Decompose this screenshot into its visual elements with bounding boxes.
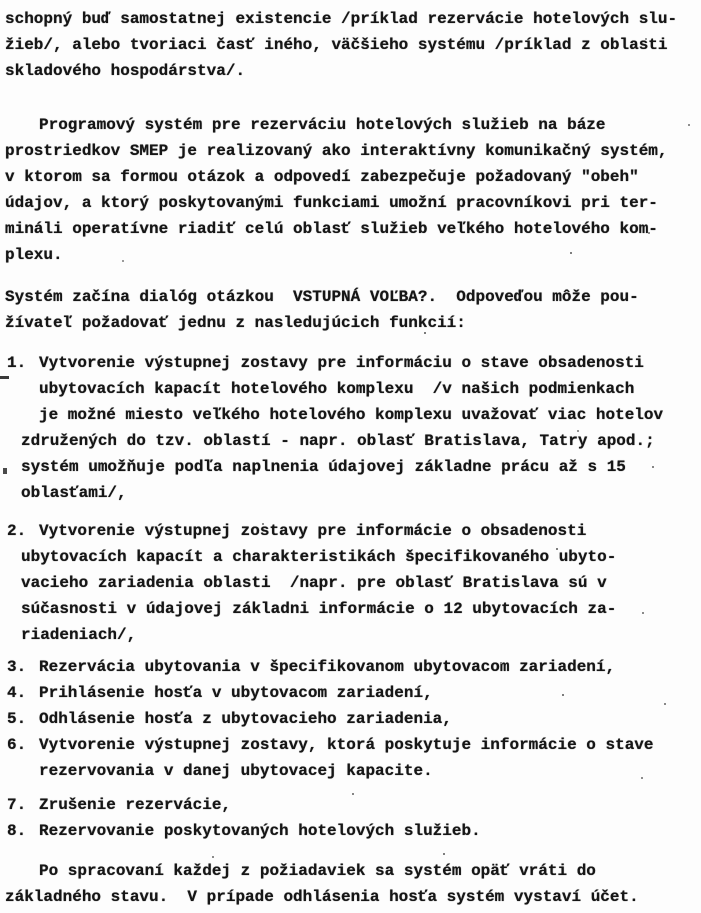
text-line: údajov, a ktorý poskytovanými funkciami umožní pracovníkovi pri ter- [5,194,658,212]
text-line: Rezervovanie poskytovaných hotelových služieb. [39,822,481,840]
list-item-6 [5,732,693,784]
text-line: Odhlásenie hosťa z ubytovacieho zariadenia, [39,710,452,728]
text-line: mináli operatívne riadiť celú oblasť služieb veľkého hotelového kom- [5,220,658,238]
text-line: ubytovacích kapacít hotelového komplexu /v našich podmienkach [39,380,635,398]
list-item-2 [5,518,693,648]
text-line: riadeniach/, [21,626,137,644]
list-item-number: 7. [7,796,27,814]
text-line: je možné miesto veľkého hotelového komplexu uvažovať viac hotelov [39,406,664,424]
list-item-3 [5,654,693,680]
text-line: plexu. [5,246,63,264]
text-line: Po spracovaní každej z požiadaviek sa systém opäť vráti do [39,862,596,880]
text-line: Vytvorenie výstupnej zostavy pre informáciu o stave obsadenosti [39,354,644,372]
text-line: v ktorom sa formou otázok a odpovedí zabezpečuje požadovaný "obeh" [5,168,639,186]
text-line: žívateľ požadovať jednu z nasledujúcich funkcií: [5,314,466,332]
text-line: Prihlásenie hosťa v ubytovacom zariadení, [39,684,433,702]
paragraph-continuation [5,6,693,84]
text-line: ubytovacích kapacít a charakteristikách špecifikovaného ubyto- [21,548,617,566]
list-item-8 [5,818,693,844]
text-line: súčasnosti v údajovej základni informácie o 12 ubytovacích za- [21,600,617,618]
list-item-number: 4. [7,684,27,702]
text-line: systém umožňuje podľa naplnenia údajovej základne prácu až s 15 [21,458,626,476]
text-line: Programový systém pre rezerváciu hotelových služieb na báze [39,116,606,134]
text-line: žieb/, alebo tvoriaci časť iného, väčšieho systému /príklad z oblasti [5,36,668,54]
text-line: skladového hospodárstva/. [5,62,246,80]
list-item-number: 1. [7,354,27,372]
text-line: základného stavu. V prípade odhlásenia hosťa systém vystaví účet. [5,888,639,906]
text-line: rezervovania v danej ubytovacej kapacite. [39,762,433,780]
list-item-1 [5,350,693,506]
list-item-number: 5. [7,710,27,728]
list-item-5 [5,706,693,732]
text-line: Systém začína dialóg otázkou VSTUPNÁ VOĽBA?. Odpoveďou môže pou- [5,288,639,306]
list-item-7 [5,792,693,818]
text-line: združených do tzv. oblastí - napr. oblasť Bratislava, Tatry apod.; [21,432,655,450]
text-line: vacieho zariadenia oblasti /napr. pre oblasť Bratislava sú v [21,574,607,592]
text-line: prostriedkov SMEP je realizovaný ako interaktívny komunikačný systém, [5,142,668,160]
paragraph-dialog-start [5,284,693,336]
list-item-number: 6. [7,736,27,754]
text-line: Vytvorenie výstupnej zostavy, ktorá poskytuje informácie o stave [39,736,654,754]
paragraph-system-description [5,112,693,268]
paragraph-closing [5,858,693,910]
list-item-number: 3. [7,658,27,676]
text-line: Vytvorenie výstupnej zostavy pre informácie o obsadenosti [39,522,587,540]
numbered-function-list [5,350,693,844]
list-item-number: 8. [7,822,27,840]
text-line: schopný buď samostatnej existencie /príklad rezervácie hotelových slu- [5,10,678,28]
list-item-number: 2. [7,522,27,540]
text-line: Rezervácia ubytovania v špecifikovanom ubytovacom zariadení, [39,658,616,676]
text-line: Zrušenie rezervácie, [39,796,232,814]
text-line: oblasťami/, [21,484,127,502]
list-item-4 [5,680,693,706]
